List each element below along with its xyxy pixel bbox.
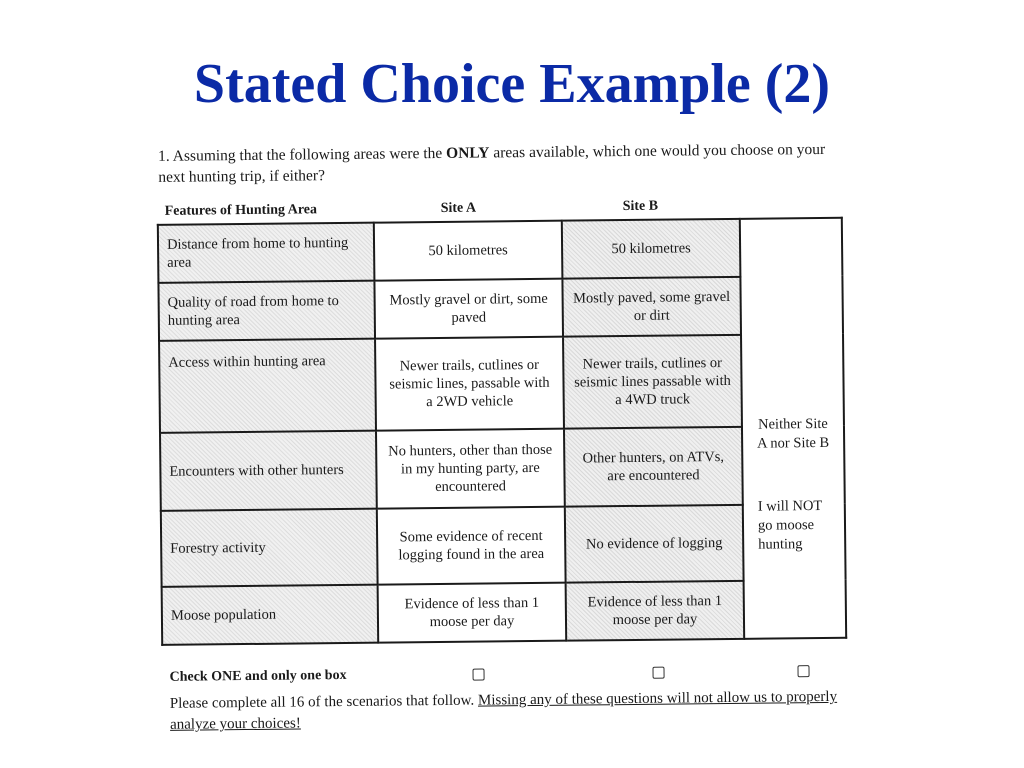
neither-checkbox[interactable] [797, 665, 809, 677]
note-plain: Please complete all 16 of the scenarios that follow. [169, 692, 479, 712]
site-a-cell: Mostly gravel or dirt, some paved [374, 279, 563, 339]
instruction-note [170, 687, 850, 736]
feature-cell: Distance from home to hunting area [158, 223, 375, 283]
question-before: Assuming that the following areas were the [172, 144, 447, 165]
site-b-cell: Newer trails, cutlines or seismic lines passable with a 4WD truck [563, 335, 742, 429]
note-underlined: Missing any of these questions will not allow us to properly analyze your choices! [169, 688, 838, 733]
site-a-cell: No hunters, other than those in my hunting party, are encountered [376, 429, 565, 509]
site-b-cell: 50 kilometres [562, 219, 741, 279]
site-b-cell: Evidence of less than 1 moose per day [566, 581, 745, 641]
table-row [160, 426, 845, 511]
question-after: areas available, which one would you choose on your next hunting trip, if either? [158, 140, 826, 186]
site-a-cell: 50 kilometres [374, 221, 563, 281]
header-site-b: Site B [622, 198, 659, 215]
neither-cell [740, 218, 846, 639]
table-row [158, 276, 843, 341]
neither-label: Neither Site A nor Site B [756, 415, 830, 452]
site-b-cell: No evidence of logging [565, 505, 744, 583]
check-instruction: Check ONE and only one box [169, 667, 347, 685]
question-number: 1. [158, 147, 170, 165]
feature-cell: Moose population [162, 585, 379, 645]
site-a-cell: Newer trails, cutlines or seismic lines, passable with a 2WD vehicle [375, 337, 564, 431]
table-row [161, 504, 846, 587]
site-b-cell: Mostly paved, some gravel or dirt [562, 277, 741, 337]
header-features: Features of Hunting Area [164, 202, 318, 219]
feature-cell: Encounters with other hunters [160, 431, 377, 511]
site-b-cell: Other hunters, on ATVs, are encountered [564, 427, 743, 507]
choice-table [157, 217, 847, 646]
feature-cell: Quality of road from home to hunting area [158, 281, 375, 341]
question-emphasis: ONLY [446, 144, 490, 162]
question-text [158, 139, 848, 188]
slide-title: Stated Choice Example (2) [193, 53, 831, 115]
survey-scan [150, 139, 856, 746]
not-go-label: I will NOT go moose hunting [757, 497, 823, 553]
table-row [162, 580, 847, 645]
feature-cell: Forestry activity [161, 509, 378, 587]
feature-cell: Access within hunting area [159, 339, 376, 433]
site-a-cell: Some evidence of recent logging found in the area [377, 507, 566, 585]
site-a-checkbox[interactable] [472, 669, 484, 681]
table-row [158, 218, 843, 283]
header-site-a: Site A [440, 200, 477, 216]
site-a-cell: Evidence of less than 1 moose per day [378, 583, 567, 643]
site-b-checkbox[interactable] [652, 667, 664, 679]
